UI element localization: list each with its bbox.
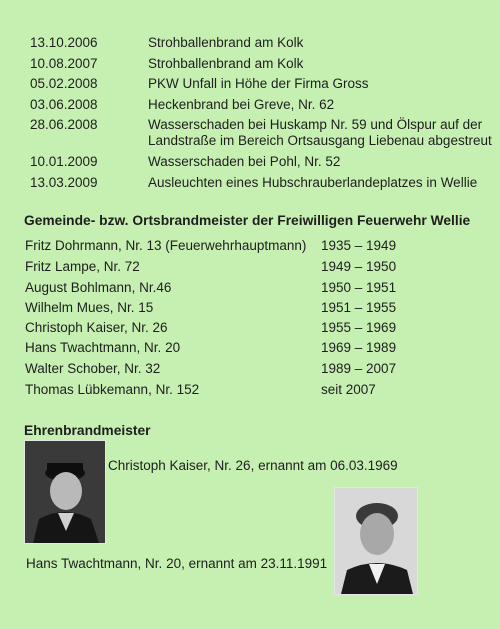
event-date: 28.06.2008 — [30, 117, 98, 132]
meister-name: Thomas Lübkemann, Nr. 152 — [25, 382, 200, 397]
event-date: 03.06.2008 — [30, 97, 98, 112]
event-description: Ausleuchten eines Hubschrauberlandeplatzes in Wellie — [148, 175, 478, 190]
event-description: Wasserschaden bei Huskamp Nr. 59 und Ölspur auf der Landstraße im Bereich Ortsausgang Liebenau abgestreut — [148, 117, 492, 148]
meister-name: Wilhelm Mues, Nr. 15 — [25, 300, 154, 315]
meister-name: Walter Schober, Nr. 32 — [25, 361, 161, 376]
meister-period: 1955 – 1969 — [321, 320, 397, 335]
meister-name: Fritz Dohrmann, Nr. 13 (Feuerwehrhauptmann) — [25, 238, 307, 253]
meister-name: Christoph Kaiser, Nr. 26 — [25, 320, 168, 335]
section-heading-ehrenbrandmeister: Ehrenbrandmeister — [24, 423, 151, 438]
event-date: 13.03.2009 — [30, 175, 98, 190]
meister-name: Hans Twachtmann, Nr. 20 — [25, 340, 181, 355]
meister-period: 1950 – 1951 — [321, 280, 397, 295]
event-date: 05.02.2008 — [30, 76, 98, 91]
event-date: 13.10.2006 — [30, 35, 98, 50]
honor-caption-kaiser: Christoph Kaiser, Nr. 26, ernannt am 06.03.1969 — [108, 458, 398, 473]
event-description: PKW Unfall in Höhe der Firma Gross — [148, 76, 369, 91]
event-date: 10.01.2009 — [30, 154, 98, 169]
honor-caption-twachtmann: Hans Twachtmann, Nr. 20, ernannt am 23.11.1991 — [26, 556, 328, 571]
meister-period: seit 2007 — [321, 382, 376, 397]
meister-period: 1949 – 1950 — [321, 259, 397, 274]
meister-period: 1969 – 1989 — [321, 340, 397, 355]
meister-name: August Bohlmann, Nr.46 — [25, 280, 172, 295]
meister-period: 1989 – 2007 — [321, 361, 397, 376]
meister-period: 1935 – 1949 — [321, 238, 397, 253]
meister-period: 1951 – 1955 — [321, 300, 397, 315]
event-description: Strohballenbrand am Kolk — [148, 56, 304, 71]
event-description: Wasserschaden bei Pohl, Nr. 52 — [148, 154, 341, 169]
event-description: Strohballenbrand am Kolk — [148, 35, 304, 50]
event-description: Heckenbrand bei Greve, Nr. 62 — [148, 97, 335, 112]
portrait-photo-twachtmann — [334, 487, 418, 595]
section-heading-ortsbrandmeister: Gemeinde- bzw. Ortsbrandmeister der Freiwilligen Feuerwehr Wellie — [24, 213, 471, 228]
meister-name: Fritz Lampe, Nr. 72 — [25, 259, 140, 274]
event-date: 10.08.2007 — [30, 56, 98, 71]
portrait-photo-kaiser — [24, 440, 106, 544]
